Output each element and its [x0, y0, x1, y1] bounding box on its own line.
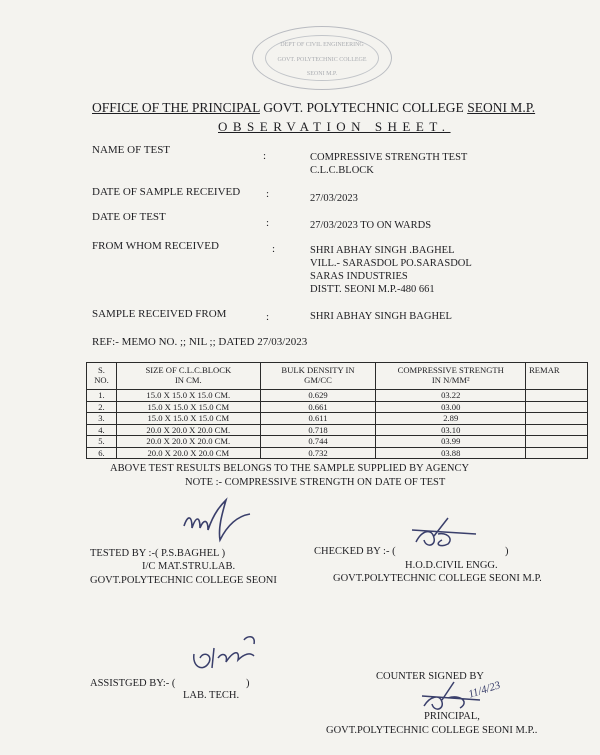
cell-size: 20.0 X 20.0 X 20.0 CM.	[116, 436, 260, 448]
table-row	[87, 436, 588, 448]
cell-size: 20.0 X 20.0 X 20.0 CM	[116, 447, 260, 459]
tested-org: GOVT.POLYTECHNIC COLLEGE SEONI	[90, 575, 277, 586]
cell-remark	[526, 424, 588, 436]
results-note: ABOVE TEST RESULTS BELONGS TO THE SAMPLE SUPPLIED BY AGENCY	[110, 463, 470, 474]
lab-tech-signature	[184, 628, 274, 678]
cell-sno: 4.	[87, 424, 117, 436]
col-header-sno: S. NO.	[87, 363, 117, 390]
cell-strength: 2.89	[376, 413, 526, 425]
from-whom-colon: :	[272, 243, 276, 255]
name-of-test-label: NAME OF TEST	[92, 144, 171, 156]
from-whom-company: SARAS INDUSTRIES	[310, 271, 408, 282]
date-of-test-label: DATE OF TEST	[92, 211, 166, 223]
cell-strength: 03.22	[376, 390, 526, 402]
cell-size: 15.0 X 15.0 X 15.0 CM	[116, 413, 260, 425]
sheet-title: OBSERVATION SHEET.	[218, 119, 451, 134]
seal-text-line2: GOVT. POLYTECHNIC COLLEGE	[277, 57, 367, 63]
principal-title: PRINCIPAL,	[424, 711, 480, 722]
cell-remark	[526, 436, 588, 448]
table-row	[87, 424, 588, 436]
table-header-row	[87, 363, 588, 390]
cell-strength: 03.00	[376, 401, 526, 413]
cell-density: 0.661	[260, 401, 376, 413]
col-header-strength: COMPRESSIVE STRENGTH IN N/MM²	[376, 363, 526, 390]
cell-remark	[526, 401, 588, 413]
hod-signature	[408, 512, 488, 556]
name-of-test-colon: :	[263, 150, 267, 162]
cell-sno: 2.	[87, 401, 117, 413]
cell-remark	[526, 413, 588, 425]
results-table	[86, 362, 588, 459]
cell-size: 15.0 X 15.0 X 15.0 CM	[116, 401, 260, 413]
cell-remark	[526, 447, 588, 459]
date-of-test-colon: :	[266, 217, 270, 229]
assisted-by: ASSISTGED BY:- (	[90, 678, 176, 689]
cell-sno: 6.	[87, 447, 117, 459]
col-header-size: SIZE OF C.L.C.BLOCK IN CM.	[116, 363, 260, 390]
office-prefix: OFFICE OF THE PRINCIPAL	[92, 100, 260, 115]
from-whom-name: SHRI ABHAY SINGH .BAGHEL	[310, 245, 455, 256]
from-whom-address1: VILL.- SARASDOL PO.SARASDOL	[310, 258, 472, 269]
cell-strength: 03.88	[376, 447, 526, 459]
date-of-test-value: 27/03/2023 TO ON WARDS	[310, 220, 432, 231]
cell-density: 0.611	[260, 413, 376, 425]
assisted-role: LAB. TECH.	[183, 690, 240, 701]
cell-density: 0.718	[260, 424, 376, 436]
cell-sno: 1.	[87, 390, 117, 402]
signature-date: 11/4/23	[466, 679, 502, 701]
cell-density: 0.744	[260, 436, 376, 448]
cell-sno: 5.	[87, 436, 117, 448]
principal-org: GOVT.POLYTECHNIC COLLEGE SEONI M.P..	[326, 725, 538, 736]
counter-signed: COUNTER SIGNED BY	[376, 671, 484, 682]
checked-by: CHECKED BY :- (	[314, 546, 396, 557]
name-of-test-value: COMPRESSIVE STRENGTH TEST	[310, 152, 468, 163]
tested-role: I/C MAT.STRU.LAB.	[142, 561, 236, 572]
cell-remark	[526, 390, 588, 402]
cell-strength: 03.99	[376, 436, 526, 448]
sample-from-label: SAMPLE RECEIVED FROM	[92, 308, 227, 320]
checked-role: H.O.D.CIVIL ENGG.	[405, 560, 498, 571]
col-header-density: BULK DENSITY IN GM/CC	[260, 363, 376, 390]
college-location: SEONI M.P.	[467, 100, 536, 115]
seal-text-line3: SEONI M.P.	[306, 71, 338, 77]
seal-text-line1: DEPT OF CIVIL ENGINEERING	[280, 42, 364, 48]
col-header-remark: REMAR	[526, 363, 588, 390]
cell-sno: 3.	[87, 413, 117, 425]
table-row	[87, 390, 588, 402]
tested-by: TESTED BY :-( P.S.BAGHEL )	[90, 548, 226, 559]
checked-close: )	[505, 546, 509, 557]
date-received-value: 27/03/2023	[310, 193, 358, 204]
checked-org: GOVT.POLYTECHNIC COLLEGE SEONI M.P.	[333, 573, 542, 584]
cell-strength: 03.10	[376, 424, 526, 436]
cell-density: 0.629	[260, 390, 376, 402]
table-row	[87, 447, 588, 459]
department-seal	[252, 26, 392, 90]
from-whom-label: FROM WHOM RECEIVED	[92, 240, 219, 252]
date-received-colon: :	[266, 188, 270, 200]
from-whom-district: DISTT. SEONI M.P.-480 661	[310, 284, 435, 295]
date-received-label: DATE OF SAMPLE RECEIVED	[92, 186, 241, 198]
page-header	[92, 100, 535, 116]
strength-note: NOTE :- COMPRESSIVE STRENGTH ON DATE OF TEST	[185, 477, 446, 488]
cell-size: 15.0 X 15.0 X 15.0 CM.	[116, 390, 260, 402]
test-material-value: C.L.C.BLOCK	[310, 165, 374, 176]
cell-density: 0.732	[260, 447, 376, 459]
table-row	[87, 413, 588, 425]
college-name: GOVT. POLYTECHNIC COLLEGE	[263, 100, 464, 115]
cell-size: 20.0 X 20.0 X 20.0 CM.	[116, 424, 260, 436]
assisted-close: )	[246, 678, 250, 689]
tester-signature	[178, 494, 258, 544]
table-row	[87, 401, 588, 413]
sample-from-colon: :	[266, 311, 270, 323]
sample-from-value: SHRI ABHAY SINGH BAGHEL	[310, 311, 452, 322]
reference-line: REF:- MEMO NO. ;; NIL ;; DATED 27/03/2023	[92, 336, 308, 348]
